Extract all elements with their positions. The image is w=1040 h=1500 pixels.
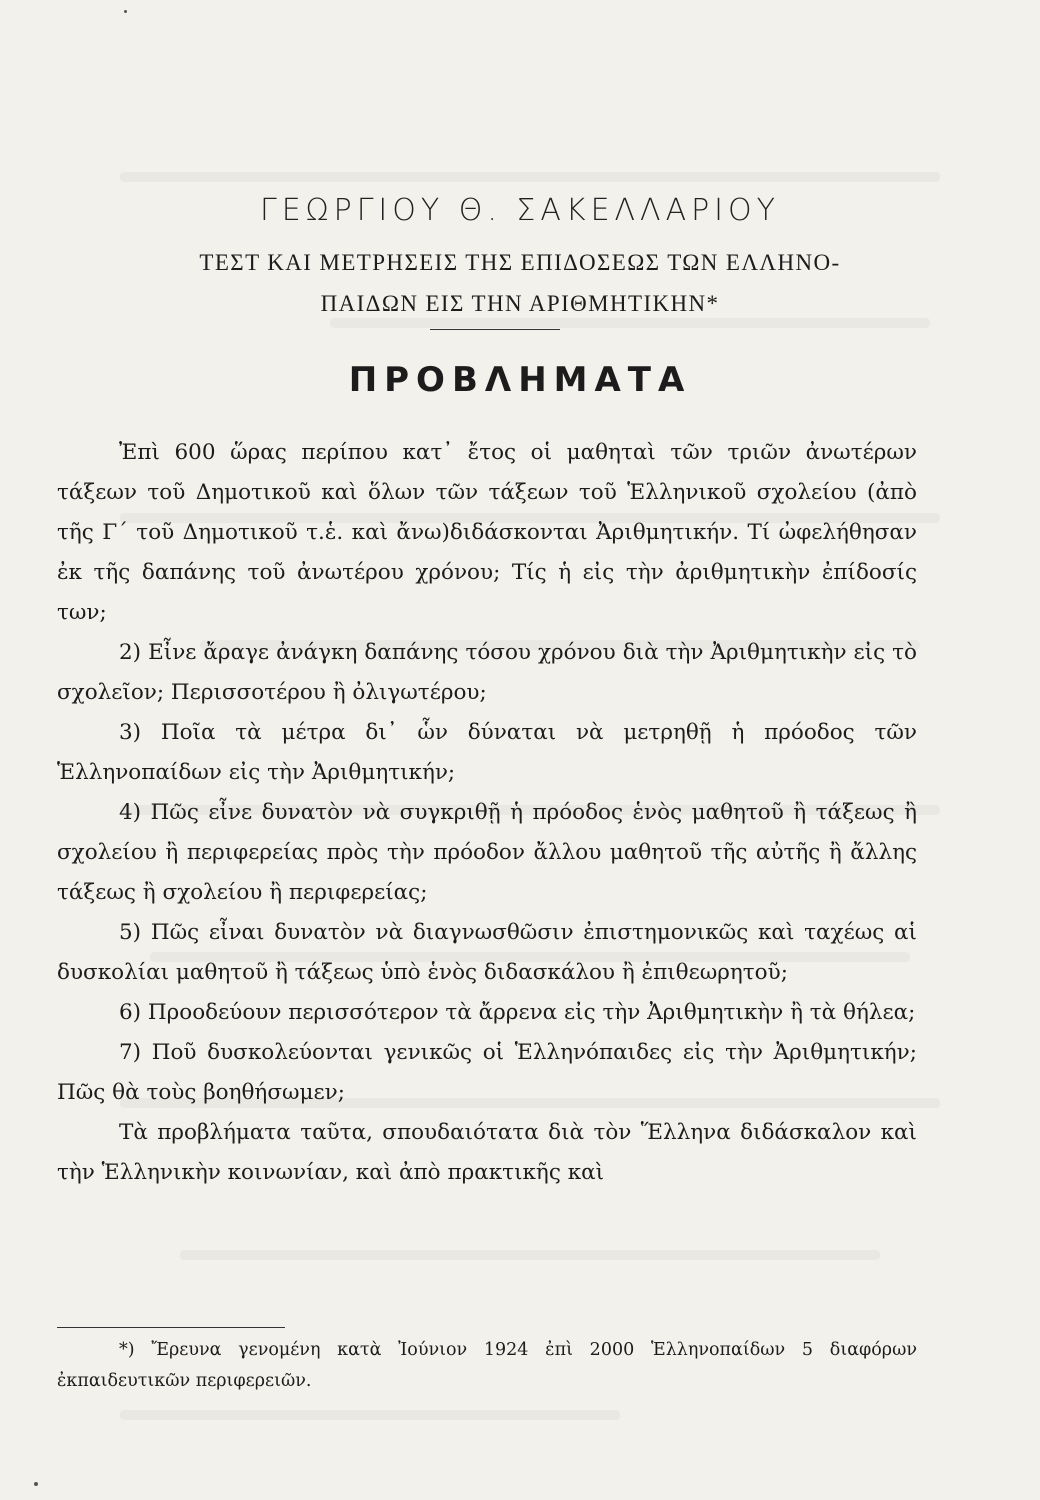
footnote-text: *) Ἔρευνα γενομένη κατὰ Ἰούνιον 1924 ἐπὶ 2000 Ἑλληνοπαίδων 5 διαφόρων ἐκπαιδευτικῶν περιφερειῶν. xyxy=(57,1340,917,1391)
paragraph-question-2: 2) Εἶνε ἄραγε ἀνάγκη δαπάνης τόσου χρόνου διὰ τὴν Ἀριθμητικὴν εἰς τὸ σχολεῖον; Περισσοτέρου ἢ ὀλιγωτέρου; xyxy=(57,640,917,705)
body-text xyxy=(57,433,917,1193)
scan-speck xyxy=(124,10,127,13)
paragraph-question-3: 3) Ποῖα τὰ μέτρα δι᾽ ὧν δύναται νὰ μετρηθῇ ἡ πρόοδος τῶν Ἑλληνοπαίδων εἰς τὴν Ἀριθμητικήν; xyxy=(57,720,917,785)
paragraph-question-7: 7) Ποῦ δυσκολεύονται γενικῶς οἱ Ἑλληνόπαιδες εἰς τὴν Ἀριθμητικήν; Πῶς θὰ τοὺς βοηθήσωμεν; xyxy=(57,1040,917,1105)
paragraph-intro: Ἐπὶ 600 ὥρας περίπου κατ᾽ ἔτος οἱ μαθηταὶ τῶν τριῶν ἀνωτέρων τάξεων τοῦ Δημοτικοῦ καὶ ὅλων τῶν τάξεων τοῦ Ἑλληνικοῦ σχολείου (ἀπὸ τῆς Γ´ τοῦ Δημοτικοῦ τ.ἑ. καὶ ἄνω)διδάσκονται Ἀριθμητικήν. Τί ὠφελήθησαν ἐκ τῆς δαπάνης τοῦ ἀνωτέρου χρόνου; Τίς ἡ εἰς τὴν ἀριθμητικὴν ἐπίδοσίς των; xyxy=(57,440,917,625)
footnote-divider xyxy=(57,1327,285,1328)
paragraph-question-6: 6) Προοδεύουν περισσότερον τὰ ἄρρενα εἰς τὴν Ἀριθμητικὴν ἢ τὰ θήλεα; xyxy=(119,1000,916,1025)
paragraph-closing: Τὰ προβλήματα ταῦτα, σπουδαιότατα διὰ τὸν Ἕλληνα διδάσκαλον καὶ τὴν Ἑλληνικὴν κοινωνίαν, καὶ ἀπὸ πρακτικῆς καὶ xyxy=(57,1120,917,1185)
bleed-through xyxy=(330,318,930,328)
section-heading: ΠΡΟΒΛΗΜΑΤΑ xyxy=(348,360,692,400)
paragraph-question-4: 4) Πῶς εἶνε δυνατὸν νὰ συγκριθῇ ἡ πρόοδος ἑνὸς μαθητοῦ ἢ τάξεως ἢ σχολείου ἢ περιφερείας πρὸς τὴν πρόοδον ἄλλου μαθητοῦ τῆς αὐτῆς ἢ ἄλλης τάξεως ἢ σχολείου ἢ περιφερείας; xyxy=(57,800,917,905)
bleed-through xyxy=(120,172,940,182)
footnote xyxy=(57,1335,917,1397)
article-title-line-1: ΤΕΣΤ ΚΑΙ ΜΕΤΡΗΣΕΙΣ ΤΗΣ ΕΠΙΔΟΣΕΩΣ ΤΩΝ ΕΛΛΗΝΟ- xyxy=(199,250,841,275)
author-name: ΓΕΩΡΓΙΟΥ Θ. ΣΑΚΕΛΛΑΡΙΟΥ xyxy=(260,193,780,228)
bleed-through xyxy=(180,1250,880,1260)
scan-speck xyxy=(34,1482,38,1486)
article-title-line-2: ΠΑΙΔΩΝ ΕΙΣ ΤΗΝ ΑΡΙΘΜΗΤΙΚΗΝ* xyxy=(320,291,720,316)
bleed-through xyxy=(120,1410,620,1420)
title-divider xyxy=(430,329,560,330)
paragraph-question-5: 5) Πῶς εἶναι δυνατὸν νὰ διαγνωσθῶσιν ἐπιστημονικῶς καὶ ταχέως αἱ δυσκολίαι μαθητοῦ ἢ τάξεως ὑπὸ ἑνὸς διδασκάλου ἢ ἐπιθεωρητοῦ; xyxy=(57,920,917,985)
